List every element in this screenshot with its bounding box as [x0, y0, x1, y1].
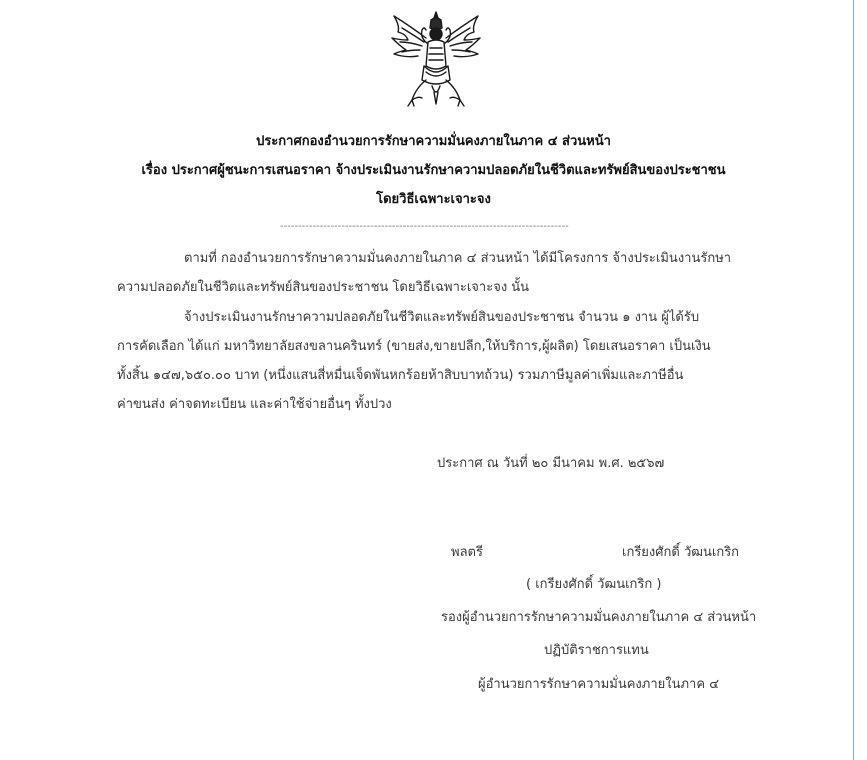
paragraph-1-line-2: ความปลอดภัยในชีวิตและทรัพย์สินของประชาชน โดยวิธีเฉพาะเจาะจง นั้น	[117, 280, 530, 295]
procurement-method: โดยวิธีเฉพาะเจาะจง	[376, 192, 491, 207]
signatory-position: รองผู้อำนวยการรักษาความมั่นคงภายในภาค ๔ ส่วนหน้า	[441, 610, 757, 625]
paragraph-2-line-2: การคัดเลือก ได้แก่ มหาวิทยาลัยสงขลานครินทร์ (ขายส่ง,ขายปลีก,ให้บริการ,ผู้ผลิต) โดยเสนอราคา เป็นเงิน	[117, 339, 711, 354]
announcement-subject: เรื่อง ประกาศผู้ชนะการเสนอราคา จ้างประเมินงานรักษาความปลอดภัยในชีวิตและทรัพย์สินของประชาชน	[141, 163, 726, 178]
signatory-rank: พลตรี	[451, 545, 483, 560]
paragraph-1-line-1: ตามที่ กองอำนวยการรักษาความมั่นคงภายในภาค ๔ ส่วนหน้า ได้มีโครงการ จ้างประเมินงานรักษา	[184, 251, 732, 266]
page-frame-border	[853, 0, 854, 760]
garuda-emblem-icon	[384, 8, 488, 112]
signature: เกรียงศักดิ์ วัฒนเกริก	[622, 545, 740, 560]
separator-line: --------------------------------------------------------------------------------	[280, 221, 569, 232]
paragraph-2-line-4: ค่าขนส่ง ค่าจดทะเบียน และค่าใช้จ่ายอื่นๆ ทั้งปวง	[117, 397, 392, 412]
signatory-printed-name: ( เกรียงศักดิ์ วัฒนเกริก )	[526, 577, 662, 592]
director-position: ผู้อำนวยการรักษาความมั่นคงภายในภาค ๔	[478, 677, 720, 692]
paragraph-2-line-1: จ้างประเมินงานรักษาความปลอดภัยในชีวิตและทรัพย์สินของประชาชน จำนวน ๑ งาน ผู้ได้รับ	[184, 310, 700, 325]
announcement-date: ประกาศ ณ วันที่ ๒๐ มีนาคม พ.ศ. ๒๕๖๗	[437, 456, 665, 471]
paragraph-2-line-3: ทั้งสิ้น ๑๔๗,๖๕๐.๐๐ บาท (หนึ่งแสนสี่หมื่นเจ็ดพันหกร้อยห้าสิบบาทถ้วน) รวมภาษีมูลค่าเพิ่มและภาษีอื่น	[117, 368, 684, 383]
announcement-title: ประกาศกองอำนวยการรักษาความมั่นคงภายในภาค ๔ ส่วนหน้า	[256, 134, 611, 149]
acting-on-behalf: ปฏิบัติราชการแทน	[544, 643, 649, 658]
